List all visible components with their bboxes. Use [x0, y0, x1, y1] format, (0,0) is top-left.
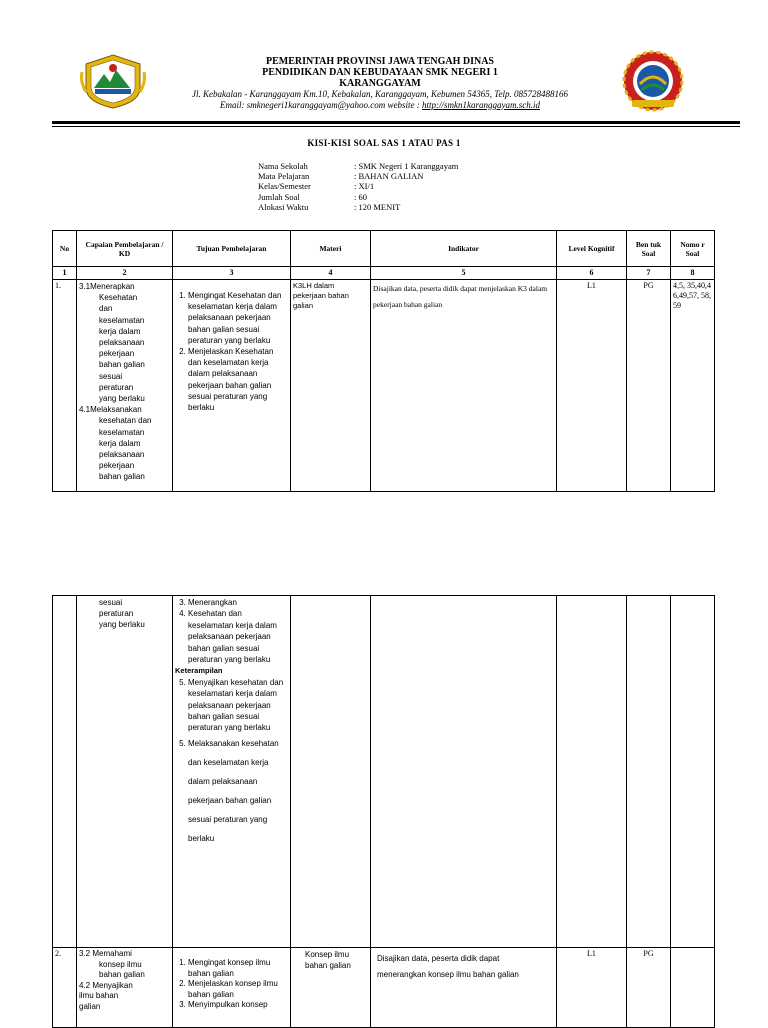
kd-line: keselamatan	[99, 315, 145, 325]
kd-line: yang berlaku	[99, 620, 145, 630]
row-tujuan	[173, 280, 291, 492]
row-kd	[77, 280, 173, 492]
tujuan-item: 1. Mengingat konsep ilmu bahan galian	[188, 958, 288, 979]
header-address: Jl. Kebakalan - Karanggayam Km.10, Kebakalan, Karanggayam, Kebumen 54365, Telp. 085728488166	[192, 89, 568, 99]
kd-line: konsep ilmu	[99, 959, 142, 969]
row-level: L1	[557, 948, 627, 1028]
row-bentuk: PG	[627, 280, 671, 492]
row-kd	[77, 948, 173, 1028]
kd-line: sesuai	[99, 598, 123, 607]
info-label: Kelas/Semester	[258, 181, 311, 192]
tujuan-item: 3. Menerangkan	[188, 597, 288, 608]
kd-line: Kesehatan	[99, 293, 138, 303]
col-header-kd: Capaian Pembelajaran / KD	[77, 231, 173, 267]
info-label: Jumlah Soal	[258, 191, 300, 202]
info-value: : SMK Negeri 1 Karanggayam	[354, 161, 459, 171]
row-bentuk: PG	[627, 948, 671, 1028]
keterampilan-label: Keterampilan	[175, 666, 223, 676]
info-value: : BAHAN GALIAN	[354, 171, 424, 182]
row-nomor	[671, 596, 715, 948]
col-header-no: No	[53, 231, 77, 267]
col-header-level: Level Kognitif	[557, 231, 627, 267]
row-level: L1	[557, 280, 627, 492]
col-header-materi: Materi	[291, 231, 371, 267]
row-indikator: Disajikan data, peserta didik dapat menjelaskan K3 dalam pekerjaan bahan galian	[371, 280, 557, 492]
smk-kebumen-logo	[618, 50, 688, 114]
row-indikator: Disajikan data, peserta didik dapat menerangkan konsep ilmu bahan galian	[371, 948, 557, 1028]
tujuan-item: 1. Mengingat Kesehatan dan keselamatan kerja dalam pelaksanaan pekerjaan bahan galian sesuai peraturan yang berlaku	[188, 290, 288, 346]
row-tujuan	[173, 596, 291, 948]
kd-line: 3.2 Memahami	[79, 949, 132, 958]
kd-line: 4.2 Menyajikan	[79, 980, 133, 990]
tujuan-item: 4. Kesehatan dan keselamatan kerja dalam pelaksanaan pekerjaan bahan galian sesuai peraturan yang berlaku	[188, 608, 288, 665]
header-rule-thin	[52, 126, 740, 127]
info-block	[258, 161, 458, 212]
tujuan-item: 3. Menyimpulkan konsep	[188, 1000, 288, 1011]
document-title: KISI-KISI SOAL SAS 1 ATAU PAS 1	[307, 138, 461, 148]
kd-line: 4.1Melaksanakan	[79, 405, 142, 415]
table-row	[53, 596, 715, 948]
kd-line: galian	[79, 1001, 101, 1011]
row-nomor: 4,5, 35,40,4 6,49,57, 58,59	[671, 280, 715, 492]
row-indikator	[371, 596, 557, 948]
col-number: 8	[671, 267, 715, 280]
row-bentuk	[627, 596, 671, 948]
kd-line: pelaksanaan	[99, 450, 145, 460]
row-materi	[291, 596, 371, 948]
row-tujuan	[173, 948, 291, 1028]
info-value: : XI/1	[354, 181, 375, 192]
table-row	[53, 280, 715, 492]
kd-line: bahan galian	[99, 970, 145, 979]
tujuan-item: 2. Menjelaskan Kesehatan dan keselamatan kerja dalam pelaksanaan pekerjaan bahan galian sesuai peraturan yang berlaku	[188, 346, 288, 413]
row-level	[557, 596, 627, 948]
header-email: Email: smknegeri1karanggayam@yahoo.com website :	[220, 99, 422, 110]
header-line1: PEMERINTAH PROVINSI JAWA TENGAH DINAS	[266, 56, 494, 67]
header-line2: PENDIDIKAN DAN KEBUDAYAAN SMK NEGERI 1	[262, 67, 498, 78]
row-no: 2.	[53, 948, 77, 1028]
kd-line: kesehatan dan	[99, 416, 152, 426]
col-header-bentuk: Ben tuk Soal	[627, 231, 671, 267]
info-value: : 60	[354, 191, 367, 202]
row-kd	[77, 596, 173, 948]
tujuan-item: 2. Menjelaskan konsep ilmu bahan galian	[188, 979, 288, 1000]
kisi-kisi-table-continued	[52, 595, 715, 1028]
col-number: 7	[627, 267, 671, 280]
col-number: 3	[173, 267, 291, 280]
col-header-indikator: Indikator	[371, 231, 557, 267]
tujuan-item: 5. Menyajikan kesehatan dan keselamatan kerja dalam pelaksanaan pekerjaan bahan galian sesuai peraturan yang berlaku	[188, 677, 288, 734]
col-number: 2	[77, 267, 173, 280]
header-rule-thick	[52, 121, 740, 124]
table-row	[53, 948, 715, 1028]
info-value: : 120 MENIT	[354, 201, 401, 212]
kd-line: kerja dalam	[99, 438, 141, 448]
jawa-tengah-logo	[78, 52, 148, 110]
col-number: 1	[53, 267, 77, 280]
info-label: Alokasi Waktu	[258, 201, 309, 212]
kd-line: keselamatan	[99, 427, 145, 437]
col-number: 6	[557, 267, 627, 280]
kd-line: 3.1Menerapkan	[79, 282, 135, 291]
col-header-tujuan: Tujuan Pembelajaran	[173, 231, 291, 267]
tujuan-item: 5. Melaksanakan kesehatan dan keselamatan kerja dalam pelaksanaan pekerjaan bahan galian sesuai peraturan yang berlaku	[188, 734, 288, 848]
row-no	[53, 596, 77, 948]
kd-line: peraturan	[99, 609, 134, 619]
col-header-nomor: Nomo r Soal	[671, 231, 715, 267]
kd-line: dan	[99, 304, 113, 314]
kd-line: sesuai	[99, 371, 123, 381]
row-nomor	[671, 948, 715, 1028]
kd-line: pekerjaan	[99, 461, 135, 471]
info-label: Mata Pelajaran	[258, 171, 310, 182]
header-website-link[interactable]: http://smkn1karanggayam.sch.id	[422, 99, 540, 110]
header-line3: KARANGGAYAM	[339, 78, 421, 89]
kd-line: kerja dalam	[99, 326, 141, 336]
kd-line: peraturan	[99, 382, 134, 392]
row-materi: K3LH dalam pekerjaan bahan galian	[291, 280, 371, 492]
kd-line: bahan galian	[99, 360, 145, 370]
kd-line: ilmu bahan	[79, 991, 119, 1000]
kd-line: pekerjaan	[99, 349, 135, 359]
letterhead	[160, 56, 600, 110]
kisi-kisi-table	[52, 230, 715, 492]
kd-line: bahan galian	[99, 472, 145, 482]
col-number: 4	[291, 267, 371, 280]
row-no: 1.	[53, 280, 77, 492]
info-label: Nama Sekolah	[258, 161, 308, 171]
kd-line: yang berlaku	[99, 394, 145, 404]
col-number: 5	[371, 267, 557, 280]
kd-line: pelaksanaan	[99, 338, 145, 348]
row-materi: Konsep ilmu bahan galian	[291, 948, 371, 1028]
